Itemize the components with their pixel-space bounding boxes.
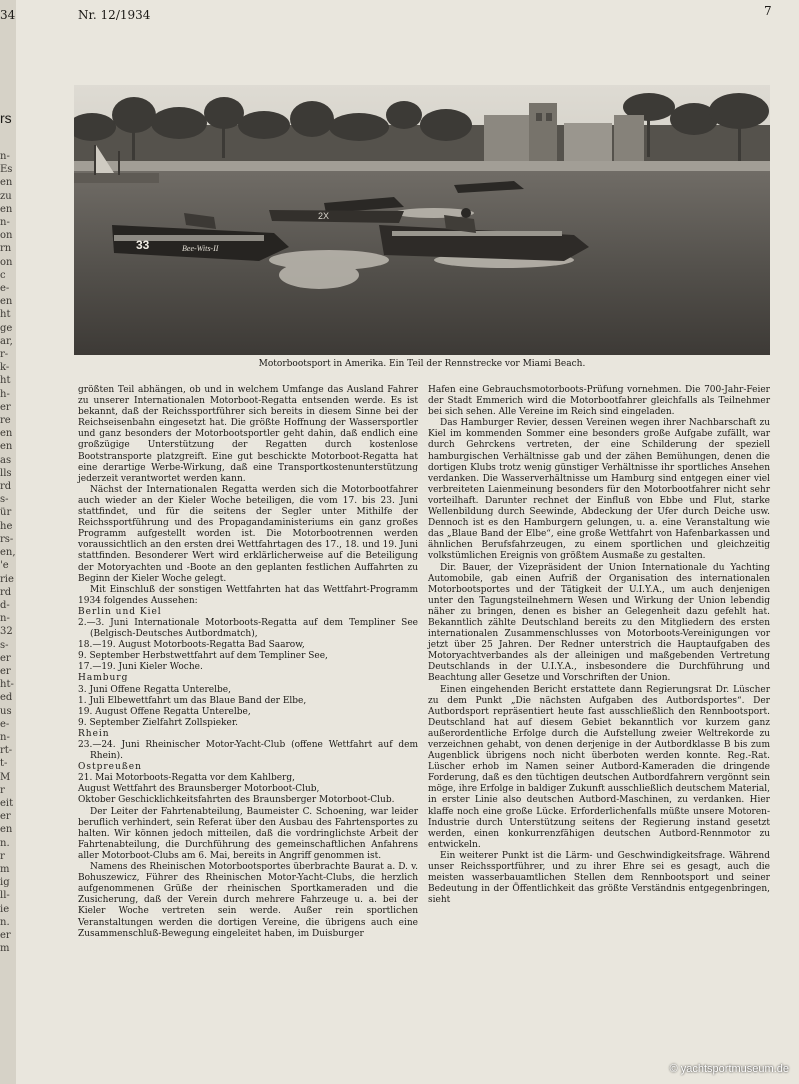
boat-number-2x: 2X [318, 211, 330, 221]
region-heading: Rhein [78, 728, 110, 739]
adjacent-page-number: 34 [0, 8, 16, 22]
schedule-entry: 3. Juni Offene Regatta Unterelbe, [78, 684, 231, 695]
paragraph: Hafen eine Gebrauchsmotorboots-Prüfung vornehmen. Die 700-Jahr-Feier der Stadt Emmerich wird die Motorbootfahrer gleichfalls als Teilnehmer bei sich sehen. Alle Vereine im Reich sind eingeladen. [428, 385, 770, 418]
schedule-entry: 9. September Zielfahrt Zollspieker. [78, 717, 239, 728]
region-heading: Hamburg [78, 673, 129, 684]
schedule-entry: 21. Mai Motorboots-Regatta vor dem Kahlberg, [78, 773, 295, 784]
schedule-entry: August Wettfahrt des Braunsberger Motorboot-Club, [78, 784, 320, 795]
schedule-entry: 2.—3. Juni Internationale Motorboots-Regatta auf dem Templiner See (Belgisch-Deutsches Autbordmatch), [78, 617, 418, 640]
photo-icon [74, 85, 770, 355]
adjacent-text-fragments: n- Es en zu en n- on rn on c e- en ht ge ar, r- k- ht h- er re en en as lls rd s- ür he rs- en, 'e rie rd d- n- 32 s- er er ht- ed us e- n- rt- t- M r eit er en n. r m ig ll- ie n. er m [0, 151, 16, 955]
paragraph: Dir. Bauer, der Vizepräsident der Union Internationale du Yachting Automobile, gab einen Aufriß der Organisation des internationalen Motorbootsportes und der Tätigkeit der U.I.Y.A., um auch denjenigen unter den Tagungsteilnehmern Wesen und Wirkung der Union lebendig näher zu bringen, denen es bisher an Gelegenheit dazu gefehlt hat. Bekanntlich zählte Deutschland bereits zu den Mitgliedern des ersten internationalen Zusammenschlusses von Motorboots-Vereinigungen vor jetzt über 25 Jahren. Der Redner unterstrich die Hauptaufgaben des Motoryachtverbandes als der alleinigen und maßgebenden Vertretung Deutschlands in der U.I.Y.A., insbesondere die Durchführung und Beachtung aller Gesetze und Vorschriften der Union. [428, 562, 770, 684]
schedule-entry: 1. Juli Elbewettfahrt um das Blaue Band der Elbe, [78, 695, 307, 706]
paragraph: Nächst der Internationalen Regatta werden sich die Motorbootfahrer auch wieder an der Kieler Woche beteiligen, die vom 17. bis 23. Juni stattfindet, und für die seitens der Segler unter Mithilfe der Reichssportführung und des Propagandaministeriums ein ganz großes Programm aufgestellt worden ist. Die Motorbootrennen werden voraussichtlich an den ersten drei Wettfahrtagen des 17., 18. und 19. Juni stattfinden. Besonderer Wert wird erklärlicherweise auf die Beteiligung der Motoryachten und -Boote an den geplanten festlichen Auffahrten zu Beginn der Kieler Woche gelegt. [78, 484, 418, 584]
schedule-entry: 9. September Herbstwettfahrt auf dem Templiner See, [78, 651, 328, 662]
boat-name: Bee-Wits-II [182, 244, 219, 253]
water [74, 171, 770, 355]
region-heading: Ostpreußen [78, 762, 142, 773]
watermark: © yachtsportmuseum.de [669, 1063, 789, 1075]
shoreline [74, 161, 770, 171]
schedule-entry: 17.—19. Juni Kieler Woche. [78, 662, 203, 673]
schedule-entry: 23.—24. Juni Rheinischer Motor-Yacht-Club (offene Wettfahrt auf dem Rhein). [78, 740, 418, 762]
paragraph: Mit Einschluß der sonstigen Wettfahrten hat das Wettfahrt-Programm 1934 folgendes Aussehen: [78, 584, 418, 606]
paragraph: Einen eingehenden Bericht erstattete dann Regierungsrat Dr. Lüscher zu dem Punkt „Die nächsten Aufgaben des Autbordsportes“. Der Autbordsport repräsentiert heute fast ausschließlich den Rennbootsport. Deutschland hat auf diesem Gebiet bekanntlich vor kurzem ganz außerordentliche Erfolge durch die Aufstellung zweier Weltrekorde zu verzeichnen gehabt, von denen derjenige in der Autbordklasse B bis zum Augenblick übrigens noch nicht überboten werden konnte. Reg.-Rat. Lüscher erhob im Namen seiner Autbord-Kameraden die dringende Forderung, daß es den tüchtigen deutschen Autbordfahrern vergönnt sein möge, ihre Erfolge in baldiger Zukunft ausschließlich deutschem Material, in erster Linie also deutschen Autbord-Maschinen, zu verdanken. Hier klaffe noch eine große Lücke. Erforderlichenfalls müßte unsere Motoren-Industrie durch Unterstützung seitens der Regierung instand gesetzt werden, einen konkurrenzfähigen deutschen Autbord-Rennmotor zu entwickeln. [428, 684, 770, 850]
right-column [428, 385, 770, 906]
paragraph: Der Leiter der Fahrtenabteilung, Baumeister C. Schoening, war leider beruflich verhindert, sein Referat über den Ausbau des Fahrtensportes zu halten. Wir können jedoch mitteilen, daß die vordringlichste Arbeit der Fahrtenabteilung, die Durchführung des gemeinschaftlichen Anfahrens aller Motorboot-Clubs am 6. Mai, bereits in Angriff genommen ist. [78, 806, 418, 861]
paragraph: Ein weiterer Punkt ist die Lärm- und Geschwindigkeitsfrage. Während unser Reichssportführer, und zu ihrer Ehre sei es gesagt, auch die meisten wasserbauamtlichen Stellen dem Rennbootsport und seiner Bedeutung in der Öffentlichkeit das größte Verständnis entgegenbringen, sieht [428, 850, 770, 906]
paragraph: größten Teil abhängen, ob und in welchem Umfange das Ausland Fahrer zu unserer Internationalen Motorboot-Regatta entsenden werde. Es ist bekannt, daß der Reichssportführer sich bereits in diesem Sinne bei der Reichseisenbahn eingesetzt hat. Die größte Hoffnung der Wassersportler und ganz besonders der Motorbootsportler geht dahin, daß endlich eine großzügige Unterstützung der Regatten durch kostenlose Bootstransporte platzgreift. Eine gut beschickte Motorboot-Regatta hat eine derartige Werbe-Wirkung, daß eine Transportkostenunterstützung jederzeit verantwortet werden kann. [78, 385, 418, 484]
paragraph: Das Hamburger Revier, dessen Vereinen wegen ihrer Nachbarschaft zu Kiel im kommenden Sommer eine besonders große Aufgabe zufällt, war durch Gehrckens vertreten, der eine Schilderung der speziell hamburgischen Verhältnisse gab und der zähen Bemühungen, denen die dortigen Klubs trotz wenig günstiger Verhältnisse ihr sportliches Ansehen verdanken. Die Wasserverhältnisse um Hamburg sind entgegen einer viel verbreiteten Laienmeinung besonders für den Motorbootfahrer nicht sehr vorteilhaft. Darunter rechnet der Einfluß von Ebbe und Flut, starke Wellenbildung durch Seewinde, Abdeckung der Ufer durch Deiche usw. Dennoch ist es den Hamburgern gelungen, u. a. eine Veranstaltung wie das „Blaue Band der Elbe“, eine große Wettfahrt von Hafenbarkassen und ähnlichen Berufsfahrzeugen, zu einem sportlichen und gleichzeitig volkstümlichen Ereignis von größtem Ausmaße zu gestalten. [428, 418, 770, 562]
schedule-entry: Oktober Geschicklichkeitsfahrten des Braunsberger Motorboot-Club. [78, 795, 395, 806]
adjacent-title-fragment: rs [0, 110, 12, 126]
schedule-entry: 18.—19. August Motorboots-Regatta Bad Saarow, [78, 640, 305, 651]
schedule-entry: 19. August Offene Regatta Unterelbe, [78, 706, 251, 717]
page-number: 7 [764, 4, 772, 18]
photo-caption: Motorbootsport in Amerika. Ein Teil der Rennstrecke vor Miami Beach. [258, 359, 586, 369]
boat-number-33: 33 [136, 238, 150, 252]
adjacent-page-margin [0, 0, 40, 1084]
left-column [78, 385, 418, 940]
issue-header: Nr. 12/1934 [78, 8, 151, 22]
region-heading: Berlin und Kiel [78, 606, 162, 617]
paragraph: Namens des Rheinischen Motorbootsportes überbrachte Baurat a. D. v. Bohuszewicz, Führer des Rheinischen Motor-Yacht-Clubs, die herzlich aufgenommenen Grüße der rheinischen Sportkameraden und die Zusicherung, daß der Verein durch mehrere Fahrzeuge u. a. bei der Kieler Woche vertreten sein werde. Außer rein sportlichen Veranstaltungen werden die dortigen Vereine, die übrigens auch eine Zusammenschluß-Bewegung eingeleitet haben, im Duisburger [78, 862, 418, 939]
